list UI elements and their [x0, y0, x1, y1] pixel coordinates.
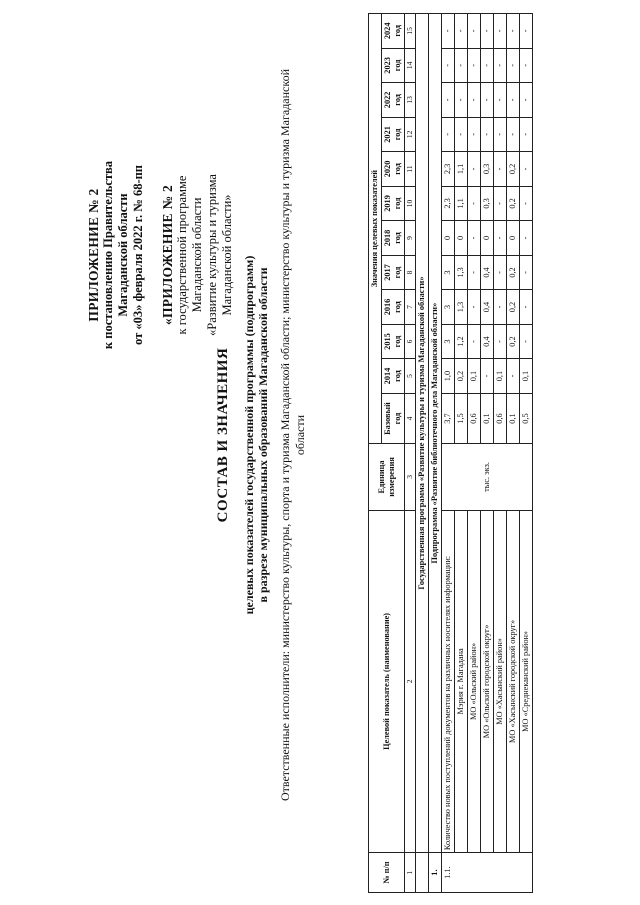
spacer: [146, 105, 160, 405]
document-title: СОСТАВ И ЗНАЧЕНИЯ: [215, 347, 231, 523]
value-cell: -: [494, 152, 507, 187]
indicators-table: [368, 13, 533, 893]
value-cell: -: [481, 117, 494, 152]
value-cell: 0,4: [481, 255, 494, 290]
value-cell: 2,3: [442, 186, 455, 221]
indicator-label: МО «Среднеканский район»: [520, 510, 533, 853]
header-year: 2018 год: [382, 221, 405, 256]
appendix-heading: ПРИЛОЖЕНИЕ № 2: [86, 188, 101, 322]
value-cell: -: [507, 14, 520, 49]
value-cell: -: [442, 48, 455, 83]
value-cell: 1,2: [455, 324, 468, 359]
empty-cell: [416, 853, 429, 893]
column-number: 11: [405, 152, 416, 187]
header-year: 2021 год: [382, 117, 405, 152]
header-year: 2014 год: [382, 359, 405, 394]
column-number: 7: [405, 290, 416, 325]
value-cell: -: [468, 48, 481, 83]
value-cell: 0,2: [507, 152, 520, 187]
value-cell: -: [481, 359, 494, 394]
value-cell: 0,2: [455, 359, 468, 394]
value-cell: -: [507, 83, 520, 118]
header-year: 2015 год: [382, 324, 405, 359]
column-number: 5: [405, 359, 416, 394]
value-cell: 1,3: [455, 290, 468, 325]
document-subtitle: в разрезе муниципальных образований Магаданской области: [256, 267, 270, 603]
document-title-block: [215, 25, 308, 845]
header-year: 2016 год: [382, 290, 405, 325]
value-cell: -: [468, 152, 481, 187]
section-number: 1.: [429, 853, 442, 893]
value-cell: -: [442, 117, 455, 152]
header-year: 2019 год: [382, 186, 405, 221]
value-cell: -: [520, 221, 533, 256]
document-subtitle: целевых показателей государственной программы (подпрограмм): [242, 255, 256, 615]
value-cell: 0,1: [468, 359, 481, 394]
value-cell: 0,1: [494, 359, 507, 394]
value-cell: 0,2: [507, 324, 520, 359]
header-year: 2022 год: [382, 83, 405, 118]
column-number: 1: [405, 853, 416, 893]
value-cell: 0,1: [520, 359, 533, 394]
indicator-label: Мэрия г. Магадана: [455, 510, 468, 853]
value-cell: 1,1: [455, 152, 468, 187]
value-cell: -: [494, 83, 507, 118]
appendix-line: к постановлению Правительства: [101, 160, 115, 350]
header-unit: Единица измерения: [369, 444, 405, 510]
value-cell: -: [455, 117, 468, 152]
column-number: 4: [405, 393, 416, 443]
unit-cell: тыс. экз.: [442, 444, 533, 510]
value-cell: -: [507, 117, 520, 152]
value-cell: -: [468, 221, 481, 256]
value-cell: -: [468, 324, 481, 359]
value-cell: -: [520, 324, 533, 359]
indicator-label: МО «Ольский район»: [468, 510, 481, 853]
value-cell: 1,5: [455, 393, 468, 443]
value-cell: -: [507, 359, 520, 394]
column-number: 13: [405, 83, 416, 118]
value-cell: -: [494, 48, 507, 83]
header-num: № п/п: [369, 853, 405, 893]
value-cell: -: [520, 117, 533, 152]
value-cell: 3: [442, 290, 455, 325]
appendix-line: Магаданской области: [190, 197, 204, 313]
value-cell: -: [442, 14, 455, 49]
item-number: 1.1.: [442, 853, 533, 893]
column-number: 12: [405, 117, 416, 152]
value-cell: -: [468, 83, 481, 118]
value-cell: -: [494, 290, 507, 325]
indicator-label: Количество новых поступлений документов на различных носителях информации:: [442, 510, 455, 853]
table-row: [442, 14, 455, 893]
column-number: 8: [405, 255, 416, 290]
value-cell: -: [520, 152, 533, 187]
appendix-line: «Развитие культуры и туризма: [205, 174, 219, 336]
column-number: 15: [405, 14, 416, 49]
header-year: 2020 год: [382, 152, 405, 187]
indicator-label: МО «Ольский городской округ»: [481, 510, 494, 853]
program-title: Государственная программа «Развитие культуры и туризма Магаданской области»: [416, 14, 429, 853]
column-number: 9: [405, 221, 416, 256]
value-cell: -: [494, 186, 507, 221]
value-cell: 3,7: [442, 393, 455, 443]
value-cell: -: [494, 14, 507, 49]
subprogram-row: [429, 14, 442, 893]
value-cell: -: [455, 48, 468, 83]
value-cell: -: [494, 324, 507, 359]
value-cell: -: [520, 14, 533, 49]
value-cell: 0,1: [481, 393, 494, 443]
value-cell: 1,1: [455, 186, 468, 221]
value-cell: -: [481, 83, 494, 118]
value-cell: 1,0: [442, 359, 455, 394]
indicator-label: МО «Хасынский район»: [494, 510, 507, 853]
value-cell: 0,4: [481, 324, 494, 359]
header-year: 2017 год: [382, 255, 405, 290]
value-cell: 0,3: [481, 152, 494, 187]
value-cell: -: [442, 83, 455, 118]
value-cell: 0,4: [481, 290, 494, 325]
value-cell: -: [520, 83, 533, 118]
responsible-executors: Ответственные исполнители: министерство культуры, спорта и туризма Магаданской области; министерство культуры и туризма Магаданской области: [278, 68, 307, 802]
value-cell: -: [494, 221, 507, 256]
value-cell: 0,1: [507, 393, 520, 443]
value-cell: 3: [442, 255, 455, 290]
value-cell: 0,6: [494, 393, 507, 443]
value-cell: 0,5: [520, 393, 533, 443]
appendix-date: от «03» февраля 2022 г. № 68-пп: [131, 164, 145, 346]
value-cell: -: [520, 48, 533, 83]
value-cell: -: [468, 117, 481, 152]
column-number: 6: [405, 324, 416, 359]
column-numbers-row: [405, 14, 416, 893]
header-year: 2023 год: [382, 48, 405, 83]
value-cell: -: [468, 186, 481, 221]
header-year: 2024 год: [382, 14, 405, 49]
appendix-heading-2: «ПРИЛОЖЕНИЕ № 2: [160, 184, 175, 326]
value-cell: -: [494, 255, 507, 290]
subprogram-title: Подпрограмма «Развитие библиотечного дела Магаданской области»: [429, 14, 442, 853]
value-cell: 0: [442, 221, 455, 256]
value-cell: -: [468, 255, 481, 290]
appendix-line: Магаданской области»: [220, 194, 234, 316]
value-cell: -: [468, 290, 481, 325]
value-cell: 0: [455, 221, 468, 256]
header-indicator: Целевой показатель (наименование): [369, 510, 405, 853]
appendix-block: [86, 105, 235, 405]
header-values-group: Значения целевых показателей: [369, 14, 382, 444]
appendix-line: к государственной программе: [175, 175, 189, 335]
value-cell: 0,2: [507, 255, 520, 290]
value-cell: -: [520, 186, 533, 221]
value-cell: -: [481, 48, 494, 83]
value-cell: -: [507, 48, 520, 83]
value-cell: -: [468, 14, 481, 49]
column-number: 3: [405, 444, 416, 510]
program-row: [416, 14, 429, 893]
value-cell: 0,3: [481, 186, 494, 221]
appendix-line: Магаданской области: [116, 193, 130, 317]
value-cell: 0,2: [507, 186, 520, 221]
column-number: 10: [405, 186, 416, 221]
value-cell: -: [520, 290, 533, 325]
value-cell: 0,6: [468, 393, 481, 443]
column-number: 14: [405, 48, 416, 83]
value-cell: -: [494, 117, 507, 152]
value-cell: 1,3: [455, 255, 468, 290]
value-cell: -: [455, 83, 468, 118]
indicator-label: МО «Хасынский городской округ»: [507, 510, 520, 853]
value-cell: 3: [442, 324, 455, 359]
value-cell: -: [455, 14, 468, 49]
value-cell: -: [481, 14, 494, 49]
value-cell: 2,3: [442, 152, 455, 187]
value-cell: -: [520, 255, 533, 290]
column-number: 2: [405, 510, 416, 853]
value-cell: 0: [507, 221, 520, 256]
header-base-year: Базовый год: [382, 393, 405, 443]
value-cell: 0: [481, 221, 494, 256]
value-cell: 0,2: [507, 290, 520, 325]
